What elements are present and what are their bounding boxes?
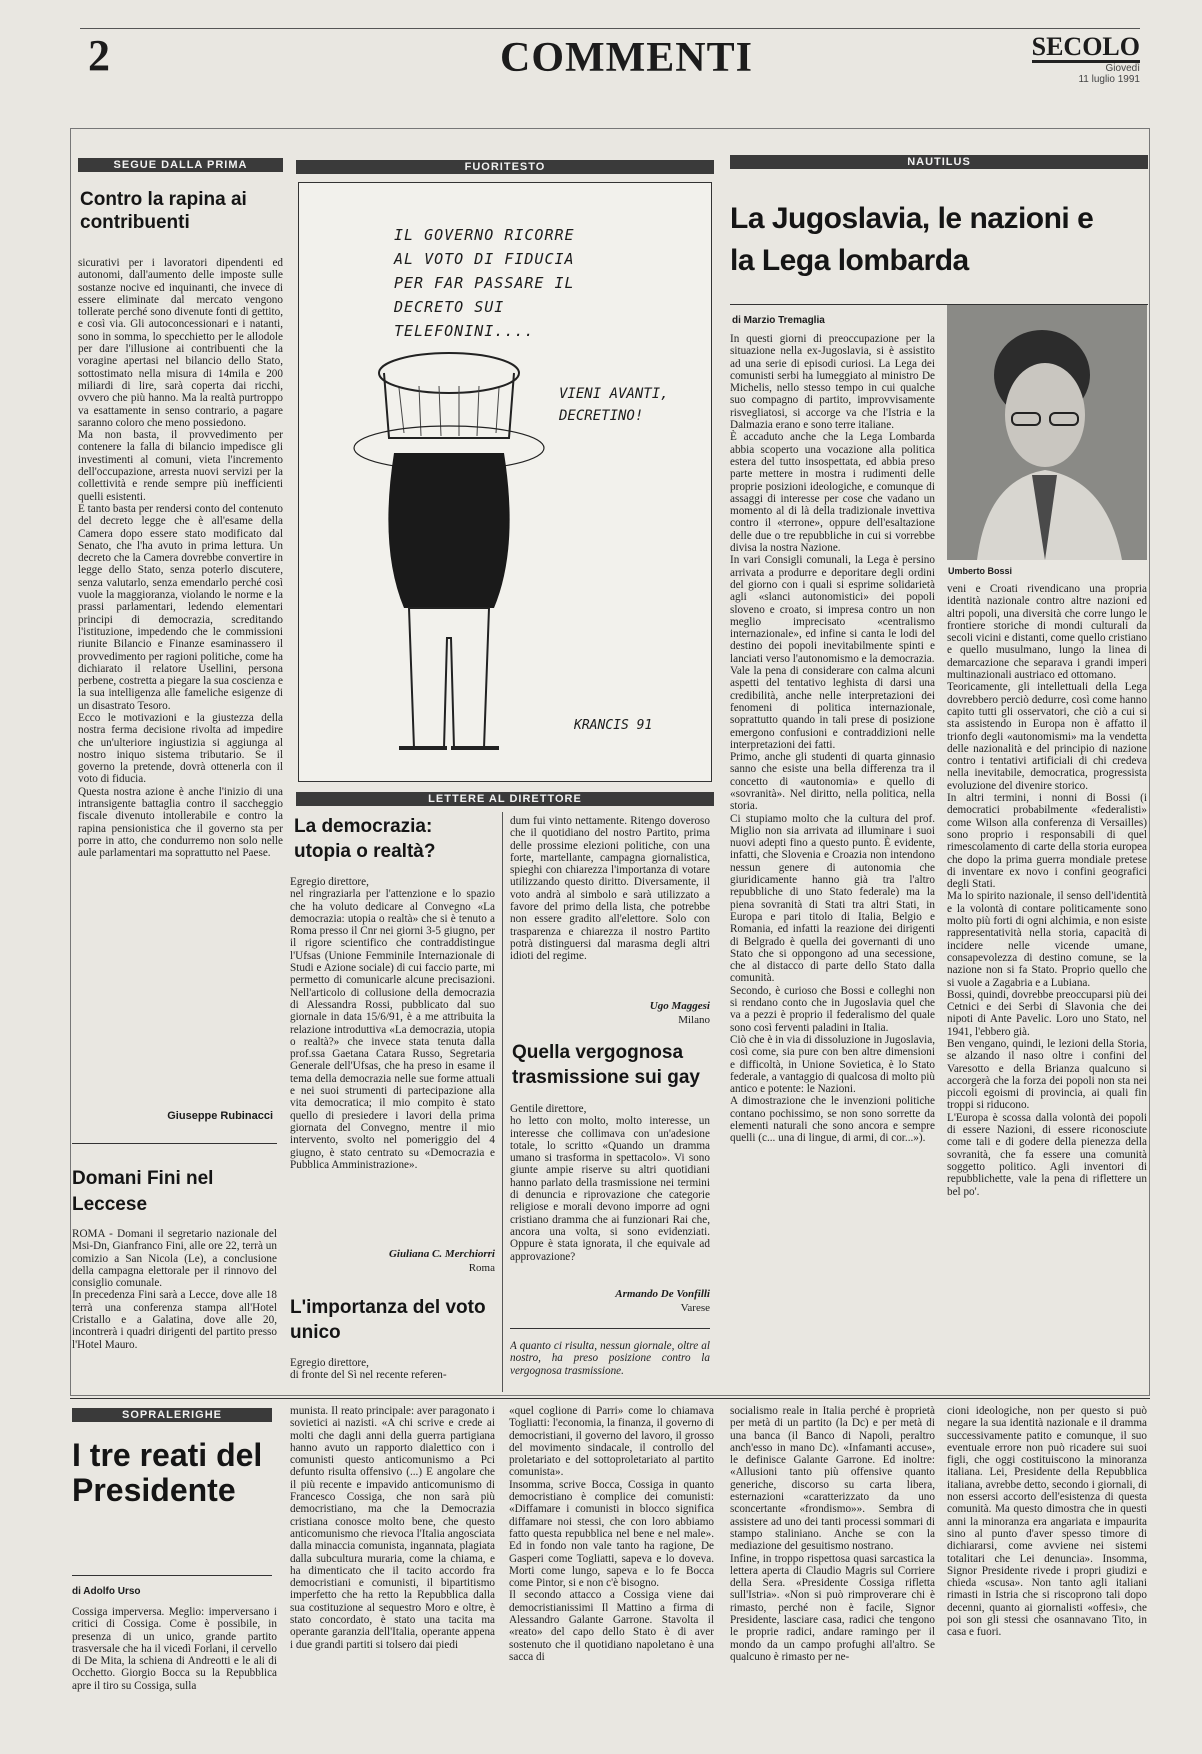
photo-bossi xyxy=(947,305,1147,560)
divider xyxy=(72,1575,272,1576)
letter-sig-maggesi: Ugo Maggesi xyxy=(649,1000,710,1012)
cartoon-speech: VIENI AVANTI, DECRETINO! xyxy=(559,386,669,424)
letter-title-democrazia: La democrazia: utopia o realtà? xyxy=(294,816,436,862)
column-divider xyxy=(502,812,503,1392)
cartoon-caption: IL GOVERNO RICORRE AL VOTO DI FIDUCIA PER FAR PASSARE IL DECRETO SUI TELEFONINI.... xyxy=(394,226,575,340)
article-title-rapina: Contro la rapina ai contribuenti xyxy=(80,189,247,233)
cartoonist-signature: KRANCIS 91 xyxy=(574,718,653,733)
article-body-fini: ROMA - Domani il segretario nazionale del Msi-Dn, Gianfranco Fini, alle ore 22, terrà un comizio a San Nicola (Le), a conclusione della campagna elettorale per il rinnovo del consiglio comunale. In precedenza Fini sarà a Lecce, dove alle 18 terrà una conferenza stampa all'Hotel Cristallo e a Galatina, dove alle 20, incontrerà i quadri dirigenti del partito presso l'Hotel Mauro. xyxy=(72,1228,277,1351)
article-body-tre-reati-2: munista. Il reato principale: aver paragonato i sovietici ai nazisti. «A chi scrive e crede ai molti che dagli anni della guerra partigiana hanno avuto un rapporto dialettico con i comunisti questo anticomunismo a Pci defunto risulta offensivo (...) E angolare che il più recente e impavido anticomunismo di Francesco Cossiga, che non sarà più democristiano, ma che la Democrazia cristiana conosce molto bene, che questo anticomunismo che rievoca l'Italia angosciata dalla minaccia comunista, ingannata, plagiata dalla subcultura muraria, come la chiama, e ha dimenticato che il tacito accordo fra democristiani e comunisti, il bipartitismo imperfetto che ha retto la Repubblica dalla sua costituzione al sequestro Moro e oltre, è stato concordato, è stato una tacita ma operante garanzia dell'Italia, operante appena i due grandi partiti si tolsero dai piedi xyxy=(290,1405,495,1651)
article-body-jugoslavia-b: veni e Croati rivendicano una propria identità nazionale contro altre nazioni ed altri popoli, una diversità che corre lungo le frontiere storiche di mondi culturali da secoli vicini e distanti, come quello cristiano e quello musulmano, lungo la linea di demarcazione che separava i grandi imperi multinazionali austriaco ed ottomano. Teoricamente, gli intellettuali della Lega dovrebbero perciò dedurre, così come hanno capito tutti gli osservatori, che ciò a cui si sta assistendo in Europa non è affatto il trionfo degli «autonomismi» ma la vendetta delle nazionalità e del principio di nazione contro i tentativi artificiali di chi credeva nella inevitabile, democratica, progressista evoluzione del divenire storico. In altri termini, i nonni di Bossi (i democratici probabilmente «federalisti» come Wilson alla conferenza di Versailles) sono proprio i responsabili di quel rimescolamento di carte della storia europea che dopo la prima guerra mondiale pretese di inventare ex novo i confini geografici degli Stati. Ma lo spirito nazionale, il senso dell'identità e la volontà di contare politicamente sono molto più forti di ogni alchimia, e non esiste rappresentatività nella storia, capacità di incidere nelle vicende umane, consapevolezza di destino comune, se la nazione non si fa Stato. Proprio quello che si vuole a Zagabria e a Lubiana. Bossi, quindi, dovrebbe preoccuparsi più dei Cetnici e dei Serbi di Slavonia che dei nipoti di Ante Pavelic. Loro uno Stato, nel 1941, l'ebbero già. Ben vengano, quindi, le lezioni della Storia, se alzando il naso oltre i confini del Varesotto e della Brianza qualcuno si accorgerà che la forza dei popoli non sta nei piccoli egoismi di provincia, ai quali fin troppi si riducono. L'Europa è scossa dalla volontà dei popoli di essere Nazioni, di essere riconosciute come tali e di godere della pienezza della sovranità, che fa essere una comunità soggetto politico. Agli inventori di repubblichette, vale la pena di riflettere un bel po'. xyxy=(947,583,1147,1198)
divider xyxy=(510,1328,710,1329)
label-nautilus: NAUTILUS xyxy=(730,155,1148,169)
issue-date: 11 luglio 1991 xyxy=(1078,74,1140,85)
byline-urso: di Adolfo Urso xyxy=(72,1586,141,1597)
letter-body-democrazia: Egregio direttore, nel ringraziarla per l'attenzione e lo spazio che ha voluto dedicare al Convegno «La democrazia: utopia o realtà» che si è tenuto a Roma presso il Cnr nei giorni 3-5 giugno, per il rigore scientifico che contraddistingue l'Ufsas (Unione Femminile Internazionale di Studi e Azione sociale) di cui faccio parte, mi permetto di comunicarle alcune precisazioni. Nell'articolo di collusione della democrazia di Alessandra Rossi, pubblicato dal suo giornale in data 15/6/91, è a me attribuita la relazione introduttiva «La democrazia, utopia o realtà?» che invece stata tenuta dalla prof.ssa Gaetana Catara Russo, Segretaria Generale dell'Ufsas, che ha preso in esame il tema della democrazia nelle sue forme attuali e nei suoi strumenti di partecipazione alla vita democratica; il mio compito è stato quello di presiedere i lavori della prima giornata del Convegno, mentre il mio intervento, svolto nel pomeriggio del 4 giugno, è stato centrato su «Democrazia e Pubblica Amministrazione». xyxy=(290,876,495,1171)
photo-caption: Umberto Bossi xyxy=(948,566,1013,576)
letter-city-milano: Milano xyxy=(678,1014,710,1026)
article-body-jugoslavia-a: In questi giorni di preoccupazione per la situazione nella ex-Jugoslavia, si è assistito ad una serie di episodi curiosi. La Lega dei comunisti serbi ha lumeggiato al ministro De Michelis, nello stesso tempo in cui qualche suo compagno di partito, improvvisamente risvegliatosi, si accorge va che l'Istria e la Dalmazia erano e sono terre italiane. È accaduto anche che la Lega Lombarda abbia scoperto una vocazione alla politica estera del tutto insospettata, ed abbia preso parte mettere in mostra i rudimenti delle proprie posizioni ideologiche, e comunque di assaggi di interesse per cose che vadano un momento al di là della tradizionale invettiva contro il «terrone», oppure dell'esaltazione delle due o tre repubbliche in cui si vorrebbe divisa la nostra Nazione. In vari Consigli comunali, la Lega è persino arrivata a produrre e deporitare degli ordini del giorno con i quali si esprime solidarietà agli «slanci autonomistici» dei popoli sloveno e croato, si impresa contro un non meglio imprecisato «centralismo internazionale», ed infine si canta le lodi del destino dei popoli inevitabilmente spinti e lanciati verso l'autonomismo e la democrazia. Vale la pena di considerare con calma alcuni aspetti del tentativo leghista di darsi una credibilità, anche nelle interpretazioni dei fenomeni di politica internazionale, soprattutto quando in tali prese di posizione emergono confusioni e contraddizioni nelle interpretazioni dei fatti. Primo, anche gli studenti di quarta ginnasio sanno che esiste una bella differenza tra il concetto di «autonomia» e quello di «sovranità». Nel diritto, nella politica, nella storia. Ci stupiamo molto che la cultura del prof. Miglio non sia arrivata ad illuminare i suoi nuovi adepti fino a questo punto. È evidente, infatti, che Slovenia e Croazia non intendono nessun genere di autonomia che giuridicamente hanno già tra l'altro repubbliche di uno Stato federale) ma la piena sovranità di Stati tra altri Stati, in Europa e pari titolo di Italia, Belgio e Romania, ed infatti la reazione dei dirigenti di Belgrado è quella dei governanti di uno Stato che si oppongono ad una secessione, che al distacco di parte dello Stato dalla comunità. Secondo, è curioso che Bossi e colleghi non si rendano conto che in Jugoslavia quel che va a pezzi è proprio il federalismo del quale sono così ferventi paladini in Italia. Ciò che è in via di dissoluzione in Jugoslavia, così come, sia pure con ben altre dimensioni e difficoltà, in Unione Sovietica, è lo Stato federale, a vantaggio di qualcosa di molto più antico e potente: le Nazioni. A dimostrazione che le invenzioni politiche contano pochissimo, se non sono sorrette da elementi naturali che sono ancora e sempre quelli (c... una di lingue, di armi, di cor...»). xyxy=(730,333,935,1145)
article-body-tre-reati-3: «quel coglione di Parri» come lo chiamava Togliatti: l'economia, la finanza, il governo di democristiani, il governo del lavoro, il grosso del movimento sindacale, il controllo del proletariato e del sottoproletariato al partito comunista». Insomma, scrive Bocca, Cossiga in quanto democristiano è complice dei comunisti: «Diffamare i comunisti in blocco significa diffamare noi stessi, che con loro abbiamo fatto questa repubblica nel bene e nel male». Ed in fondo non vale tanto ha ragione, De Gasperi come Togliatti, sapeva e lo doveva. Morti come lungo, sapeva e lo fe Bocca come Pintor, si e non c'è bisogno. Il secondo attacco a Cossiga viene dai democristianissimi Il Mattino a firma di Alessandro Galante Garrone. Stavolta il «reato» del capo dello Stato è di aver sostenuto che il quotidiano napoletano è una sacca di xyxy=(509,1405,714,1663)
letter-sig-devonfilli: Armando De Vonfilli xyxy=(615,1288,710,1300)
byline-rubinacci: Giuseppe Rubinacci xyxy=(167,1110,273,1122)
label-lettere: LETTERE AL DIRETTORE xyxy=(296,792,714,806)
label-sopralerighe: SOPRALERIGHE xyxy=(72,1408,272,1422)
portrait-illustration xyxy=(947,305,1147,560)
byline-tremaglia: di Marzio Tremaglia xyxy=(732,315,825,326)
section-title: COMMENTI xyxy=(500,35,753,81)
issue-day: Giovedì xyxy=(1105,63,1140,74)
article-body-tre-reati-1: Cossiga imperversa. Meglio: imperversano i critici di Cossiga. Come è possibile, in presenza di un unico, grande partito trasversale che ha il vicedì Forlani, il cervello di De Mita, la schiena di Andreotti e le ali di Occhetto. Giorgio Bocca su la Repubblica apre il tiro su Cossiga, sulla xyxy=(72,1606,277,1692)
letter-title-voto: L'importanza del voto unico xyxy=(290,1297,486,1343)
label-fuoritesto: FUORITESTO xyxy=(296,160,714,174)
newspaper-logo: SECOLO xyxy=(1031,32,1140,61)
letter-city-varese: Varese xyxy=(680,1302,710,1314)
page-number: 2 xyxy=(88,31,110,80)
letter-sig-merchiorri: Giuliana C. Merchiorri xyxy=(388,1248,495,1260)
cartoon-frame xyxy=(298,182,712,782)
letter-body-voto-cont: dum fui vinto nettamente. Ritengo doveroso che il quotidiano del nostro Partito, prima delle prossime elezioni politiche, con una forte, martellante, campagna giornalistica, spieghi con chiarezza l'importanza di votare utilizzando questo diritto. Diversamente, il voto andrà al simbolo e sarà utilizzato a favore del primo della lista, che potrebbe non essere gradito all'elettore. Solo con trasparenza e chiarezza il nostro Partito potrà distinguersi dal marasma degli altri idioti del regime. xyxy=(510,815,710,963)
letter-city-roma: Roma xyxy=(468,1262,495,1274)
editor-note: A quanto ci risulta, nessun giornale, oltre al nostro, ha preso posizione contro la vergognosa trasmissione. xyxy=(510,1340,710,1377)
article-title-jugoslavia: La Jugoslavia, le nazioni e la Lega lombarda xyxy=(730,202,1094,277)
article-title-fini: Domani Fini nel Leccese xyxy=(72,1168,214,1215)
label-segue-dalla-prima: SEGUE DALLA PRIMA xyxy=(78,158,283,172)
article-title-tre-reati: I tre reati del Presidente xyxy=(72,1437,263,1508)
article-body-rapina: sicurativi per i lavoratori dipendenti ed autonomi, dall'aumento delle imposte sulle sostanze nocive ed inquinanti, che invece di essere eliminate dal mercato vengono tollerate perché sono divenute fonti di gettito, e così via. Gli autoconcessionari e i natanti, sono in somma, lo specchietto per le allodole per dare l'illusione ai contribuenti che la voragine apertasi nel bilancio dello Stato, sottostimato nella misura di 14mila e 200 miliardi di lire, sarà coperta dai ricchi, ovvero che più hanno. Ma la realtà purtroppo va esattamente in senso contrario, a pagare saranno coloro che meno possiedono. Ma non basta, il provvedimento per contenere la falla di bilancio impedisce gli investimenti al comuni, vieta l'incremento dell'occupazione, arresta nuovi servizi per la collettività e rende sempre più inefficienti quelli esistenti. E tanto basta per rendersi conto del contenuto del decreto legge che è all'esame della Camera dopo essere stato modificato dal Senato, che l'ha avuto in prima lettura. Un decreto che la Camera dovrebbe convertire in legge dello Stato, senza poterlo discutere, senza valutarlo, senza emendarlo perché così vuole la maggioranza, violando le norme e la prassi parlamentari, ledendo elementari principi di democrazia, screditando l'istituzione, impedendo che le commissioni riunite Bilancio e Finanze esaminassero il provvedimento per ragioni politiche, come ha dichiarato il relatore Usellini, persona perbene, costretta a piegare la sua coscienza e la sua intelligenza alle fameliche esigenze di un disastrato Tesoro. Ecco le motivazioni e la giustezza della nostra ferma decisione rivolta ad impedire che un'ulteriore ingiustizia si aggiunga al nostro iniquo sistema tributario. Se il governo la pretende, dovrà ottenerla con il voto di fiducia. Questa nostra azione è anche l'inizio di una intransigente battaglia contro il saccheggio fiscale divenuto intollerabile e contro la rapina pensionistica che il governo sta per porre in atto, che condurremo non solo nelle aule parlamentari ma soprattutto nel Paese. xyxy=(78,257,283,860)
letter-body-voto: Egregio direttore, di fronte del Sì nel recente referen- xyxy=(290,1357,447,1382)
masthead xyxy=(1032,34,1140,85)
letter-title-gay: Quella vergognosa trasmissione sui gay xyxy=(512,1042,700,1088)
divider xyxy=(72,1143,277,1144)
top-rule xyxy=(80,28,1140,29)
letter-body-gay: Gentile direttore, ho letto con molto, molto interesse, un interesse che collimava con un'adesione totale, lo scritto «Quando un dramma umano si trasforma in spettacolo». Vi sono giunte ampie riserve su altri quotidiani hanno parlato della trasmissione nei termini di denuncia e riprovazione che categorie religiose e morali devono imporre ad ogni cristiano dramma che ai funzionari Rai che, ancora una volta, si sono evidenziati. Oppure è stata ignorata, il che equivale ad approvazione? xyxy=(510,1103,710,1263)
article-body-tre-reati-5: cioni ideologiche, non per questo si può negare la sua identità nazionale e il dramma successivamente patito e comunque, il suo eventuale errore non può ricadere sui suoi figli, che oggi costituiscono la minoranza italiana. Lei, Presidente della Repubblica italiana, avrebbe detto, secondo i giornali, di non essersi accorto dell'esistenza di questa comunità. Ma questo dimostra che in questi anni la minoranza era angariata e impaurita sino al punto d'aver spesso timore di dichiararsi, come avviene nei sistemi totalitari che Lei denuncia». Insomma, Signor Presidente rivede i propri giudizi e chieda «scusa». Non tanto agli italiani rimasti in Istria che si riscoprono tali dopo decenni, quanto ai giornalisti «offesi», che poi son gli stessi che osannavano Tito, in casa e fuori. xyxy=(947,1405,1147,1639)
article-body-tre-reati-4: socialismo reale in Italia perché è proprietà per metà di un partito (la Dc) e per metà di una banca (il Banco di Napoli, peraltro anch'esso in mano Dc). «Infamanti accuse», le definisce Galante Garrone. Ed inoltre: «Allusioni tanto più offensive quanto generiche, discorso su carta libera, esternazioni «caratterizzato da uno sconcertante «frondismo»». Sembra di assistere ad uno dei tanti processi sommari di stampo staliniano. Anche se con la mediazione del gesuitismo nostrano. Infine, in troppo rispettosa quasi sarcastica la lettera aperta di Claudio Magris sul Corriere della Sera. «Presidente Cossiga rifletta sull'Istria». «Non si può rimproverare chi è rimasto, perché non è facile, Signor Presidente, lasciare casa, radici che tengono le proprie radici, andare ramingo per il mondo da un campo profughi all'altro. Se qualcuno è rimasto per ne- xyxy=(730,1405,935,1663)
divider xyxy=(70,1398,1150,1399)
cartoon-figure xyxy=(349,348,549,758)
